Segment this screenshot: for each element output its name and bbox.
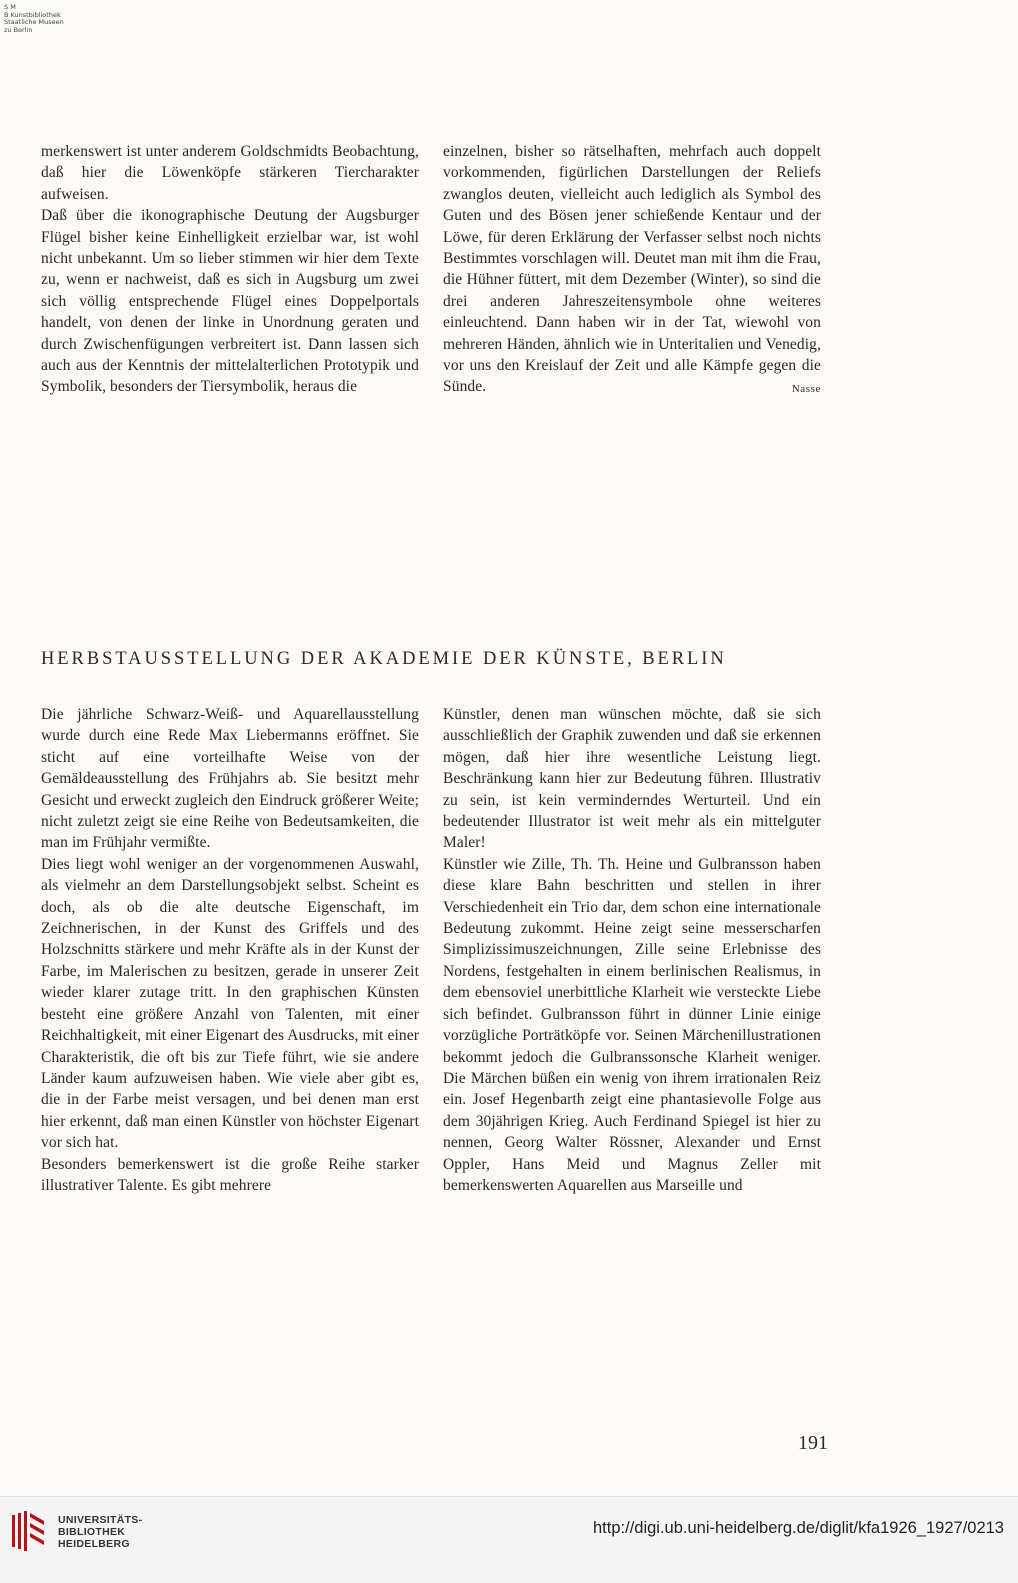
library-name — [58, 1514, 142, 1550]
previous-article-right-column — [443, 141, 821, 401]
article-right-column — [443, 704, 821, 1196]
previous-article-left-column — [41, 141, 419, 398]
library-stamp — [4, 4, 64, 34]
library-name-line: BIBLIOTHEK — [58, 1526, 126, 1538]
paragraph: Künstler wie Zille, Th. Th. Heine und Gulbransson haben diese klare Bahn beschritten und stellen in ihrer Verschiedenheit ein Trio dar, dem schon eine internationale Bedeutung zukommt. Heine zeigt seine messerscharfen Simplizissimuszeichnungen, Zille seine Erlebnisse des Nordens, festgehalten in einem berlinischen Realismus, in dem ebensoviel unerbittliche Klarheit wie versteckte Liebe sich befindet. Gulbransson führt in dünner Linie einige vorzügliche Porträtköpfe vor. Seinen Märchenillustrationen bekommt jedoch die Gulbranssonsche Klarheit weniger. Die Märchen büßen ein wenig von ihrem irrationalen Reiz ein. Josef Hegenbarth zeigt eine phantasievolle Folge aus dem 30jährigen Krieg. Auch Ferdinand Spiegel ist hier zu nennen, Georg Walter Rössner, Alexander und Ernst Oppler, Hans Meid und Magnus Zeller mit bemerkenswerten Aquarellen aus Marseille und — [443, 855, 821, 1194]
paragraph: Besonders bemerkenswert ist die große Reihe starker illustrativer Talente. Es gibt mehrere — [41, 1155, 419, 1194]
library-name-line: UNIVERSITÄTS- — [58, 1514, 143, 1526]
paragraph: Die jährliche Schwarz-Weiß- und Aquarellausstellung wurde durch eine Rede Max Liebermanns eröffnet. Sie sticht auf eine vorteilhafte Weise von der Gemäldeausstellung des Frühjahrs ab. Sie besitzt mehr Gesicht und erweckt zugleich den Eindruck größerer Weite; nicht zuletzt zeigt sie eine Reihe von Bedeutsamkeiten, die man im Frühjahr vermißte. — [41, 706, 419, 852]
stamp-line: zu Berlin — [4, 25, 33, 34]
article-heading: HERBSTAUSSTELLUNG DER AKADEMIE DER KÜNSTE, BERLIN — [41, 649, 727, 669]
digitization-footer — [0, 1496, 1018, 1583]
library-name-line: HEIDELBERG — [58, 1538, 130, 1550]
author-signature: Nasse — [791, 383, 821, 396]
source-url-link[interactable]: http://digi.ub.uni-heidelberg.de/diglit/kfa1926_1927/0213 — [593, 1519, 1004, 1537]
stamp-line: S M — [4, 3, 16, 11]
stamp-line: B Kunstbibliothek — [4, 10, 61, 19]
university-library-logo-icon — [10, 1509, 50, 1553]
stamp-line: Staatliche Museen — [4, 18, 64, 27]
paragraph-text: einzelnen, bisher so rätselhaften, mehrfach auch doppelt vorkommenden, figürlichen Darstellungen der Reliefs zwanglos deuten, vielleicht auch lediglich als Symbol des Guten und des Bösen jener schießende Kentaur und der Löwe, für deren Erklärung der Verfasser selbst noch nichts Bestimmtes vorschlagen will. Deutet man mit ihm die Frau, die Hühner füttert, mit dem Dezember (Winter), so sind die drei anderen Jahreszeitensymbole ohne weiteres einleuchtend. Dann haben wir in der Tat, wiewohl von mehreren Händen, ähnlich wie in Unteritalien und Venedig, vor uns den Kreislauf der Zeit und alle Kämpfe gegen die Sünde. — [443, 143, 821, 396]
paragraph — [443, 141, 821, 398]
paragraph: Künstler, denen man wünschen möchte, daß sie sich ausschließlich der Graphik zuwenden und daß sie erkennen mögen, daß hier ihre wesentliche Leistung liegt. Beschränkung kann hier zur Bedeutung führen. Illustrativ zu sein, ist kein verminderndes Werturteil. Und ein bedeutender Illustrator ist weit mehr als ein mittelguter Maler! — [443, 706, 821, 852]
article-left-column — [41, 704, 419, 1196]
paragraph: Dies liegt wohl weniger an der vorgenommenen Auswahl, als vielmehr an dem Darstellungsobjekt selbst. Scheint es doch, als ob die alte deutsche Eigenschaft, im Zeichnerischen, in der Kunst des Griffels und des Holzschnitts stärkere und mehr Kräfte als in der Kunst der Farbe, im Malerischen zu besitzen, gerade in unserer Zeit wieder klarer zutage tritt. In den graphischen Künsten besteht eine größere Anzahl von Talenten, mit einer Reichhaltigkeit, mit einer Eigenart des Ausdrucks, mit einer Charakteristik, die oft bis zur Tiefe führt, wie sie andere Länder kaum aufzuweisen haben. Wie viele aber gibt es, die in der Farbe meist versagen, und bei denen man erst hier erkennt, daß man einen Künstler von höchster Eigenart vor sich hat. — [41, 855, 419, 1152]
paragraph: Daß über die ikonographische Deutung der Augsburger Flügel bisher keine Einhelligkeit erzielbar war, ist wohl nicht unbekannt. Um so lieber stimmen wir hier dem Texte zu, wenn er nachweist, daß es sich in Augsburg um zwei sich völlig entsprechende Flügel eines Doppelportals handelt, von denen der linke in Unordnung geraten und durch Zwischenfügungen verbreitert ist. Dann lassen sich auch aus der Kenntnis der mittelalterlichen Prototypik und Symbolik, besonders der Tiersymbolik, heraus die — [41, 207, 419, 396]
paragraph: merkenswert ist unter anderem Goldschmidts Beobachtung, daß hier die Löwenköpfe stärkeren Tiercharakter aufweisen. — [41, 143, 419, 203]
page-number: 191 — [798, 1432, 828, 1454]
